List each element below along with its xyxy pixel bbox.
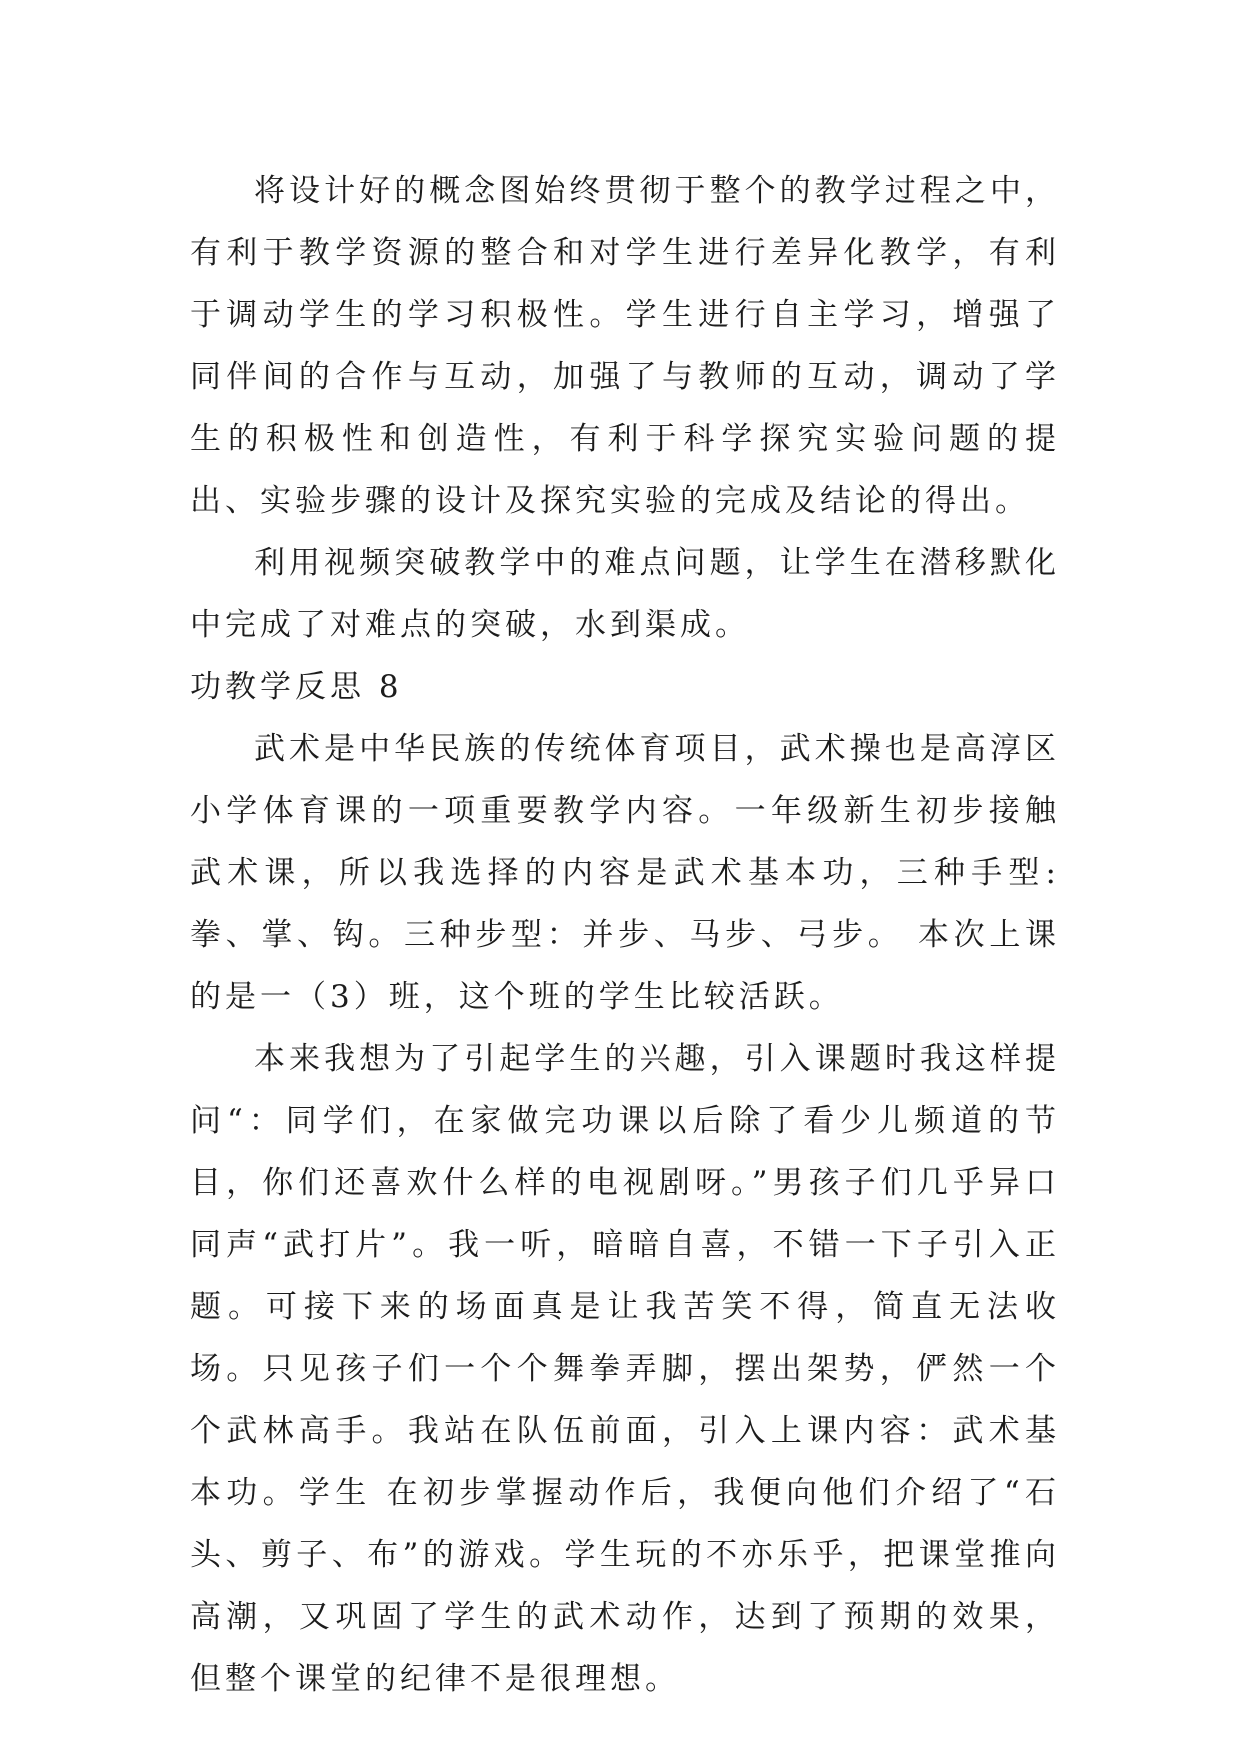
paragraph-martial-arts-intro: 武术是中华民族的传统体育项目，武术操也是高淳区小学体育课的一项重要教学内容。一年级新生初步接触武术课，所以我选择的内容是武术基本功，三种手型:拳、掌、钩。三种步型：并步、马步、弓步。 本次上课的是一（3）班，这个班的学生比较活跃。 xyxy=(190,731,1060,1015)
paragraph-class-reflection: 本来我想为了引起学生的兴趣，引入课题时我这样提问“：同学们，在家做完功课以后除了看少儿频道的节目，你们还喜欢什么样的电视剧呀。”男孩子们几乎异口同声“武打片”。我一听，暗暗自喜，不错一下子引入正题。可接下来的场面真是让我苦笑不得，简直无法收场。只见孩子们一个个舞拳弄脚，摆出架势，俨然一个个武林高手。我站在队伍前面，引入上课内容：武术基本功。学生 在初步掌握动作后，我便向他们介绍了“石头、剪子、布”的游戏。学生玩的不亦乐乎，把课堂推向高潮，又巩固了学生的武术动作，达到了预期的效果，但整个课堂的纪律不是很理想。 xyxy=(190,1041,1060,1697)
section-heading: 功教学反思 8 xyxy=(190,669,403,705)
paragraph-concept-map: 将设计好的概念图始终贯彻于整个的教学过程之中，有利于教学资源的整合和对学生进行差异化教学，有利于调动学生的学习积极性。学生进行自主学习，增强了同伴间的合作与互动，加强了与教师的互动，调动了学生的积极性和创造性，有利于科学探究实验问题的提出、实验步骤的设计及探究实验的完成及结论的得出。 xyxy=(190,173,1060,519)
paragraph-video: 利用视频突破教学中的难点问题，让学生在潜移默化中完成了对难点的突破，水到渠成。 xyxy=(190,545,1060,643)
document-page xyxy=(190,160,1060,1710)
